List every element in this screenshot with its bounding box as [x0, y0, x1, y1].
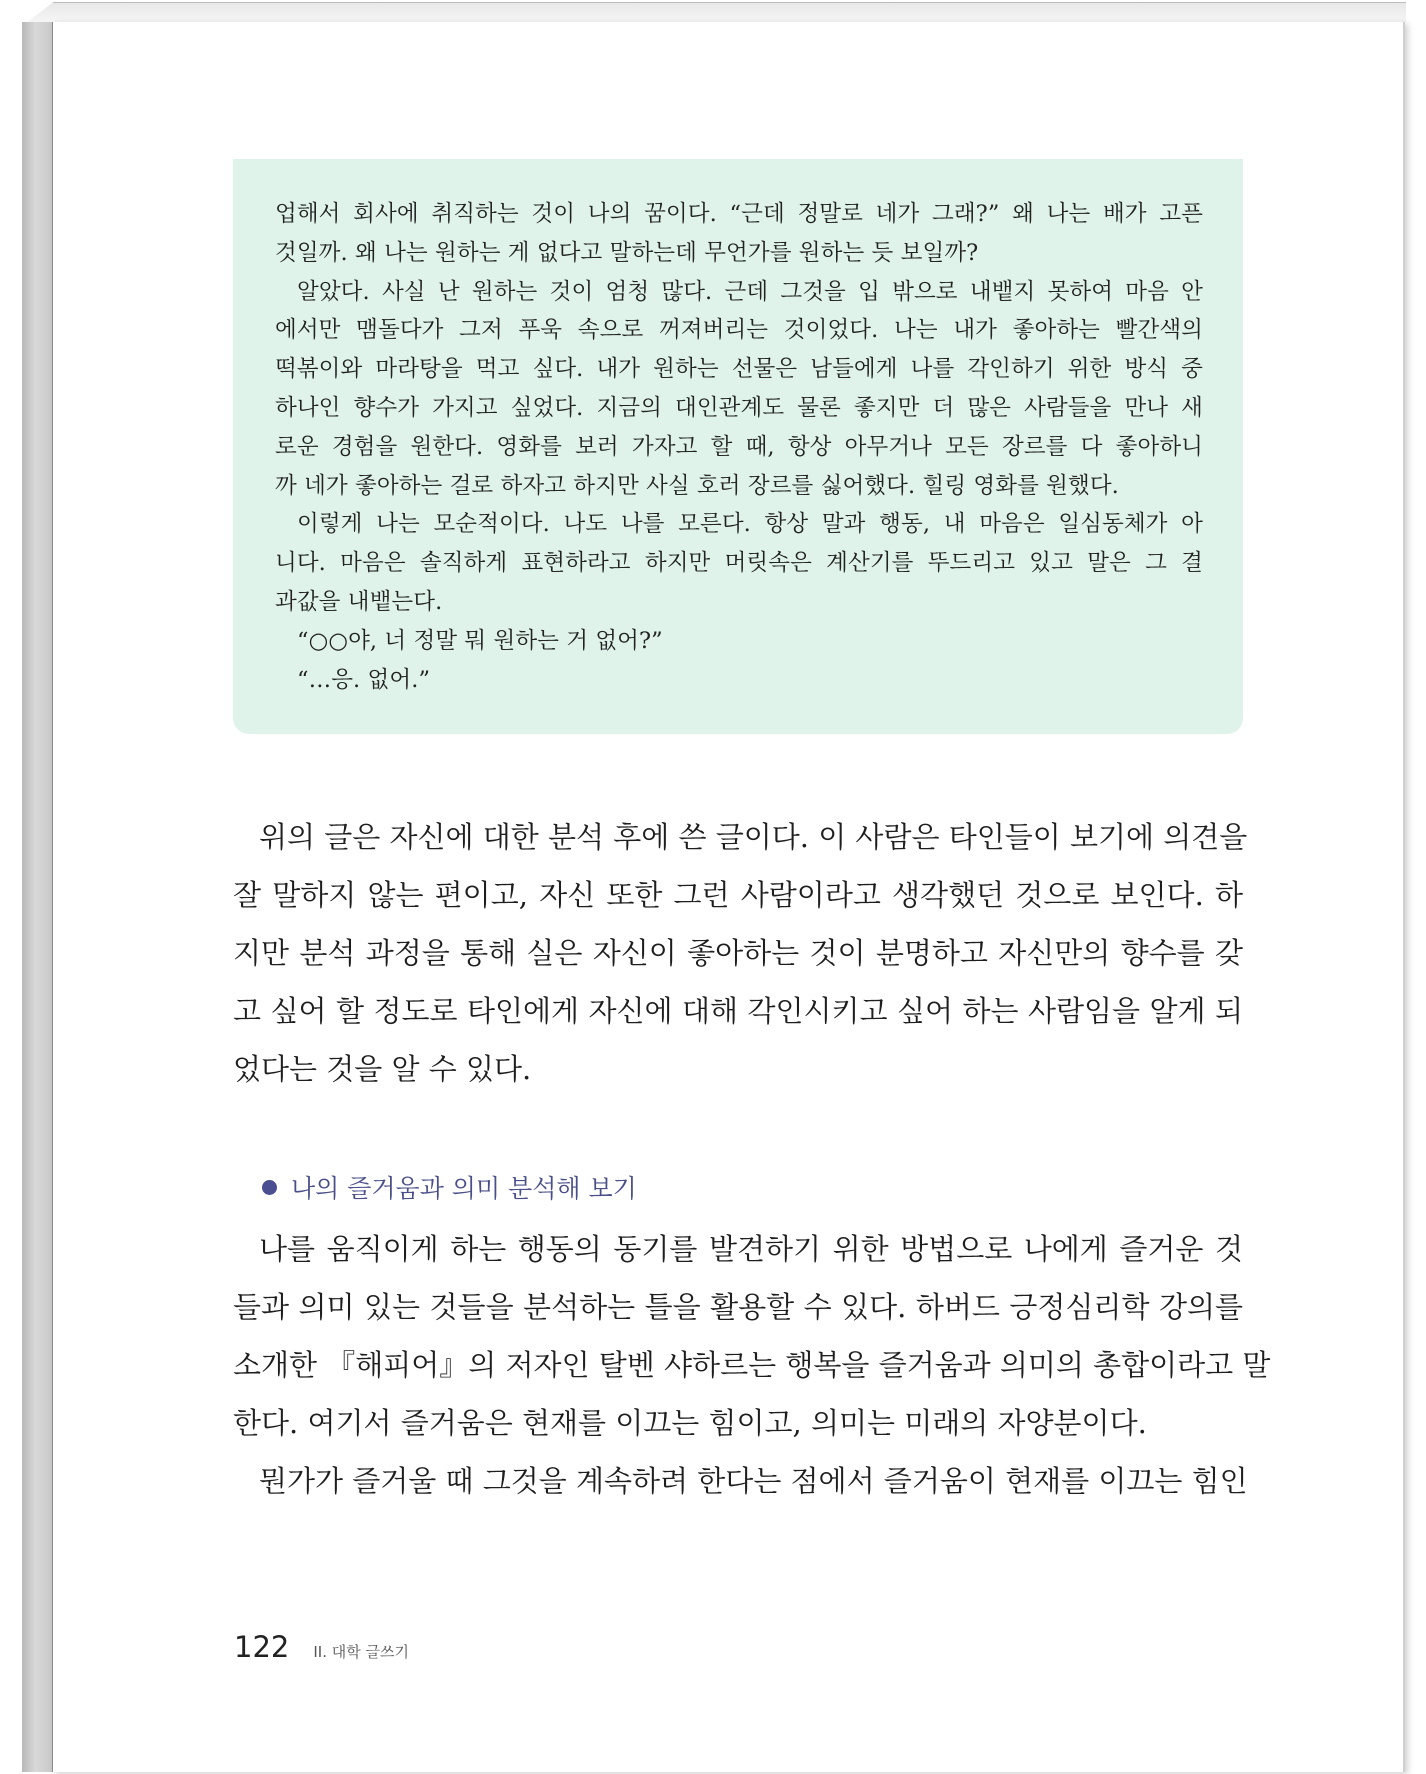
- quote-line: 까 네가 좋아하는 걸로 하자고 하지만 사실 호러 장르를 싫어했다. 힐링 영화를 원했다.: [275, 472, 1119, 499]
- page-footer: [234, 1630, 409, 1664]
- analysis-paragraph: [233, 808, 1248, 1098]
- quote-line: 니다. 마음은 솔직하게 표현하라고 하지만 머릿속은 계산기를 뚜드리고 있고 말은 그 결: [275, 550, 1203, 577]
- paragraph-line: 소개한 『해피어』의 저자인 탈벤 샤하르는 행복을 즐거움과 의미의 총합이라고 말: [233, 1348, 1271, 1382]
- quote-line: 이렇게 나는 모순적이다. 나도 나를 모른다. 항상 말과 행동, 내 마음은 일심동체가 아: [297, 511, 1203, 538]
- quote-line: 하나인 향수가 가지고 싶었다. 지금의 대인관계도 물론 좋지만 더 많은 사람들을 만나 새: [275, 394, 1203, 421]
- quote-dialog-line: “○○야, 너 정말 뭐 원하는 거 없어?”: [297, 627, 663, 654]
- section-heading-text: 나의 즐거움과 의미 분석해 보기: [291, 1174, 637, 1203]
- section-paragraph: [233, 1220, 1271, 1510]
- book-spine: [22, 22, 53, 1772]
- page-number: 122: [234, 1630, 290, 1664]
- paragraph-line: 뭔가가 즐거울 때 그것을 계속하려 한다는 점에서 즐거움이 현재를 이끄는 힘인: [259, 1464, 1248, 1498]
- book-top-edge: [26, 2, 1406, 23]
- quote-line: 업해서 회사에 취직하는 것이 나의 꿈이다. “근데 정말로 네가 그래?” 왜 나는 배가 고픈: [275, 201, 1203, 227]
- paragraph-line: 었다는 것을 알 수 있다.: [233, 1052, 532, 1086]
- quote-line: 것일까. 왜 나는 원하는 게 없다고 말하는데 무언가를 원하는 듯 보일까?: [275, 239, 979, 266]
- bullet-icon: [262, 1180, 277, 1195]
- paragraph-line: 한다. 여기서 즐거움은 현재를 이끄는 힘이고, 의미는 미래의 자양분이다.: [233, 1406, 1147, 1440]
- chapter-label: II. 대학 글쓰기: [313, 1643, 409, 1661]
- paragraph-line: 위의 글은 자신에 대한 분석 후에 쓴 글이다. 이 사람은 타인들이 보기에 의견을: [259, 820, 1248, 854]
- paragraph-line: 나를 움직이게 하는 행동의 동기를 발견하기 위한 방법으로 나에게 즐거운 것: [259, 1232, 1243, 1266]
- paragraph-line: 고 싶어 할 정도로 타인에게 자신에 대해 각인시키고 싶어 하는 사람임을 알게 되: [233, 994, 1243, 1028]
- quote-dialog-line: “…응. 없어.”: [297, 666, 431, 693]
- quote-box: [233, 159, 1243, 734]
- paragraph-line: 들과 의미 있는 것들을 분석하는 틀을 활용할 수 있다. 하버드 긍정심리학 강의를: [233, 1290, 1243, 1324]
- quote-line: 떡볶이와 마라탕을 먹고 싶다. 내가 원하는 선물은 남들에게 나를 각인하기 위한 방식 중: [275, 356, 1203, 383]
- quote-line: 에서만 맴돌다가 그저 푸욱 속으로 꺼져버리는 것이었다. 나는 내가 좋아하는 빨간색의: [275, 317, 1203, 344]
- quote-line: 알았다. 사실 난 원하는 것이 엄청 많다. 근데 그것을 입 밖으로 내뱉지 못하여 마음 안: [297, 278, 1203, 305]
- quote-line: 로운 경험을 원한다. 영화를 보러 가자고 할 때, 항상 아무거나 모든 장르를 다 좋아하니: [275, 433, 1203, 460]
- quote-line: 과값을 내뱉는다.: [275, 588, 443, 615]
- paragraph-line: 지만 분석 과정을 통해 실은 자신이 좋아하는 것이 분명하고 자신만의 향수를 갖: [233, 936, 1243, 970]
- paragraph-line: 잘 말하지 않는 편이고, 자신 또한 그런 사람이라고 생각했던 것으로 보인다. 하: [233, 878, 1243, 912]
- page-fold-line: [52, 22, 53, 1772]
- section-heading: [262, 1165, 637, 1209]
